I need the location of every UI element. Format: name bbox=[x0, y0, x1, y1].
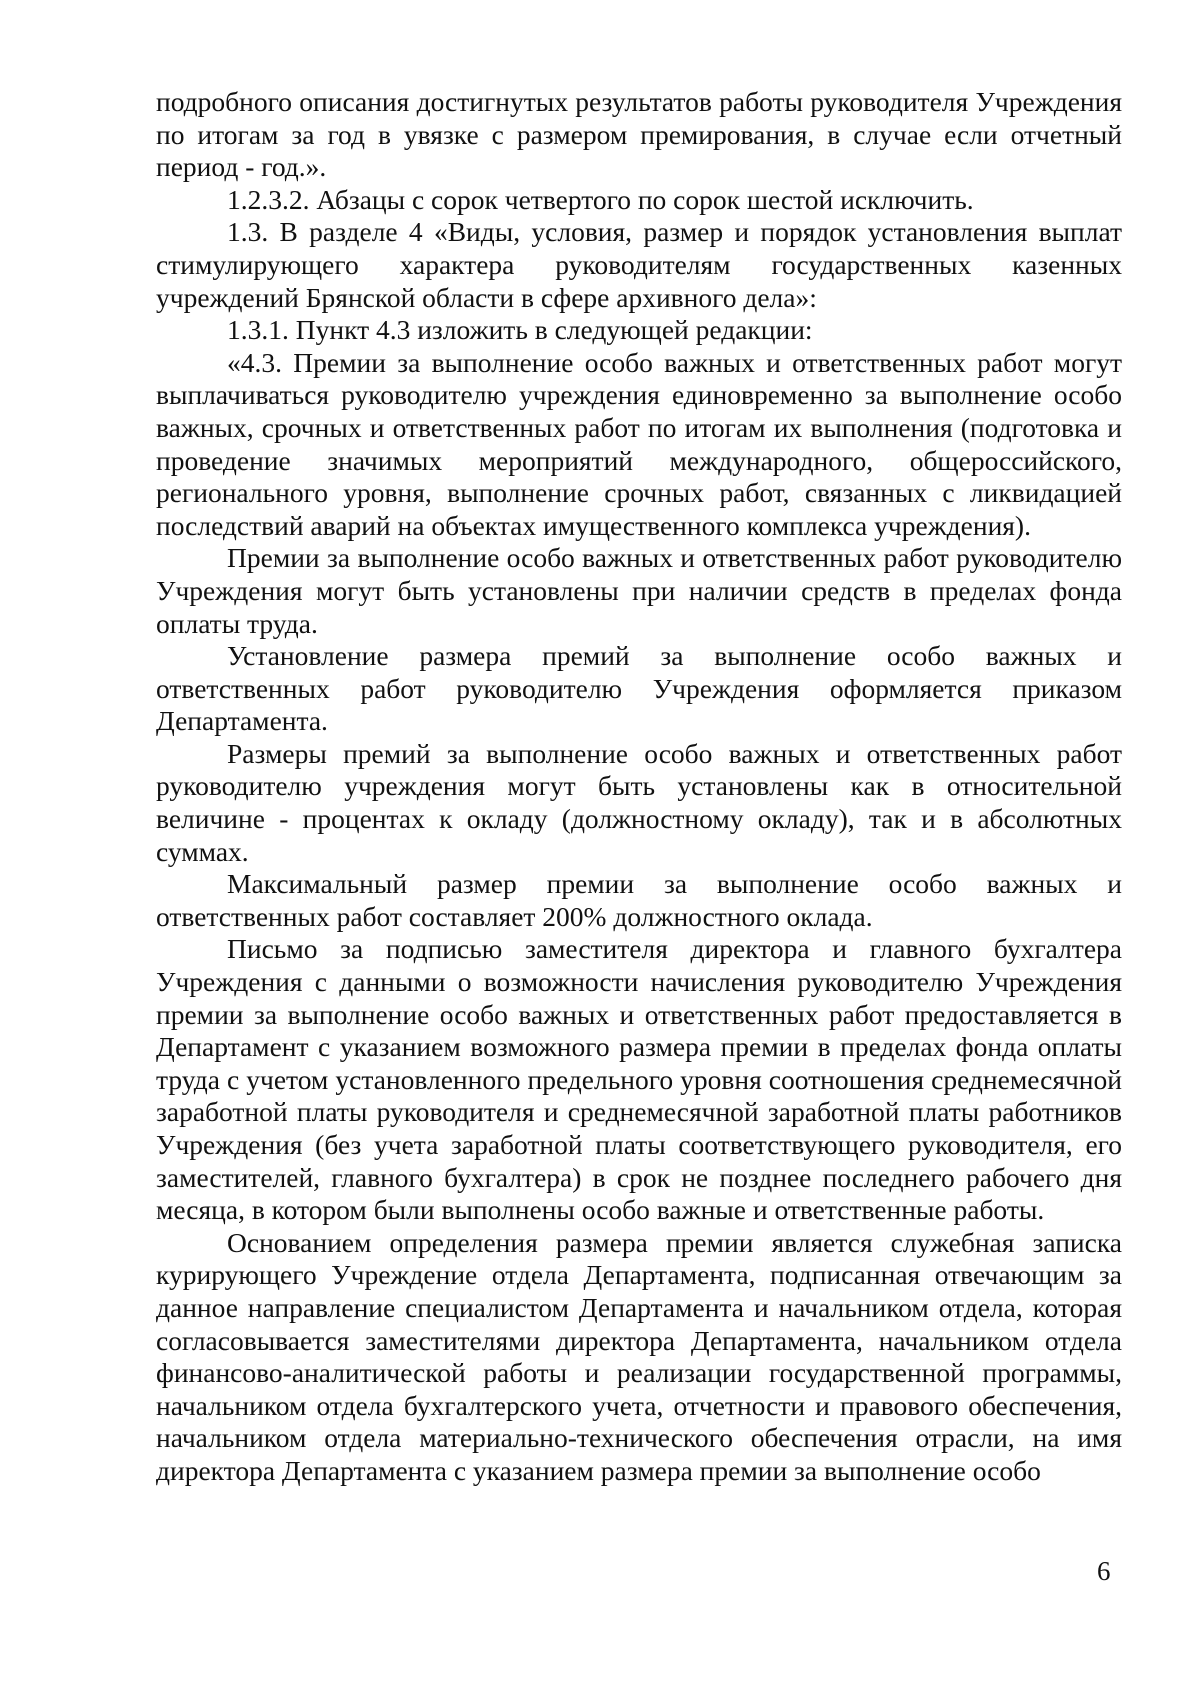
paragraph-premium-order: Установление размера премий за выполнение особо важных и ответственных работ руководителю Учреждения оформляется приказом Департамента. bbox=[156, 640, 1122, 737]
paragraph-4-3: «4.3. Премии за выполнение особо важных и ответственных работ могут выплачиваться руководителю учреждения единовременно за выполнение особо важных, срочных и ответственных работ по итогам их выполнения (подготовка и проведение значимых мероприятий международного, общероссийского, регионального уровня, выполнение срочных работ, связанных с ликвидацией последствий аварий на объектах имущественного комплекса учреждения). bbox=[156, 346, 1122, 541]
paragraph-continuation: подробного описания достигнутых результатов работы руководителя Учреждения по итогам за год в увязке с размером премирования, в случае если отчетный период - год.». bbox=[156, 86, 1122, 183]
paragraph-letter: Письмо за подписью заместителя директора и главного бухгалтера Учреждения с данными о возможности начисления руководителю Учреждения премии за выполнение особо важных и ответственных работ предоставляется в Департамент с указанием возможного размера премии в пределах фонда оплаты труда с учетом установленного предельного уровня соотношения среднемесячной заработной платы руководителя и среднемесячной заработной платы работников Учреждения (без учета заработной платы соответствующего руководителя, его заместителей, главного бухгалтера) в срок не позднее последнего рабочего дня месяца, в котором были выполнены особо важные и ответственные работы. bbox=[156, 933, 1122, 1226]
paragraph-1-3: 1.3. В разделе 4 «Виды, условия, размер и порядок установления выплат стимулирующего характера руководителям государственных казенных учреждений Брянской области в сфере архивного дела»: bbox=[156, 216, 1122, 313]
document-body bbox=[156, 86, 1122, 1488]
paragraph-premium-sizes: Размеры премий за выполнение особо важных и ответственных работ руководителю учреждения могут быть установлены как в относительной величине - процентах к окладу (должностному окладу), так и в абсолютных суммах. bbox=[156, 737, 1122, 867]
paragraph-premium-max: Максимальный размер премии за выполнение особо важных и ответственных работ составляет 200% должностного оклада. bbox=[156, 868, 1122, 932]
paragraph-1-3-1: 1.3.1. Пункт 4.3 изложить в следующей редакции: bbox=[227, 314, 813, 346]
paragraph-1-2-3-2: 1.2.3.2. Абзацы с сорок четвертого по сорок шестой исключить. bbox=[227, 183, 974, 215]
page-number: 6 bbox=[1097, 1556, 1111, 1586]
paragraph-premium-funds: Премии за выполнение особо важных и ответственных работ руководителю Учреждения могут быть установлены при наличии средств в пределах фонда оплаты труда. bbox=[156, 542, 1122, 639]
paragraph-basis: Основанием определения размера премии является служебная записка курирующего Учреждение отдела Департамента, подписанная отвечающим за данное направление специалистом Департамента и начальником отдела, которая согласовывается заместителями директора Департамента, начальником отдела финансово-аналитической работы и реализации государственной программы, начальником отдела бухгалтерского учета, отчетности и правового обеспечения, начальником отдела материально-технического обеспечения отрасли, на имя директора Департамента с указанием размера премии за выполнение особо bbox=[156, 1226, 1122, 1486]
